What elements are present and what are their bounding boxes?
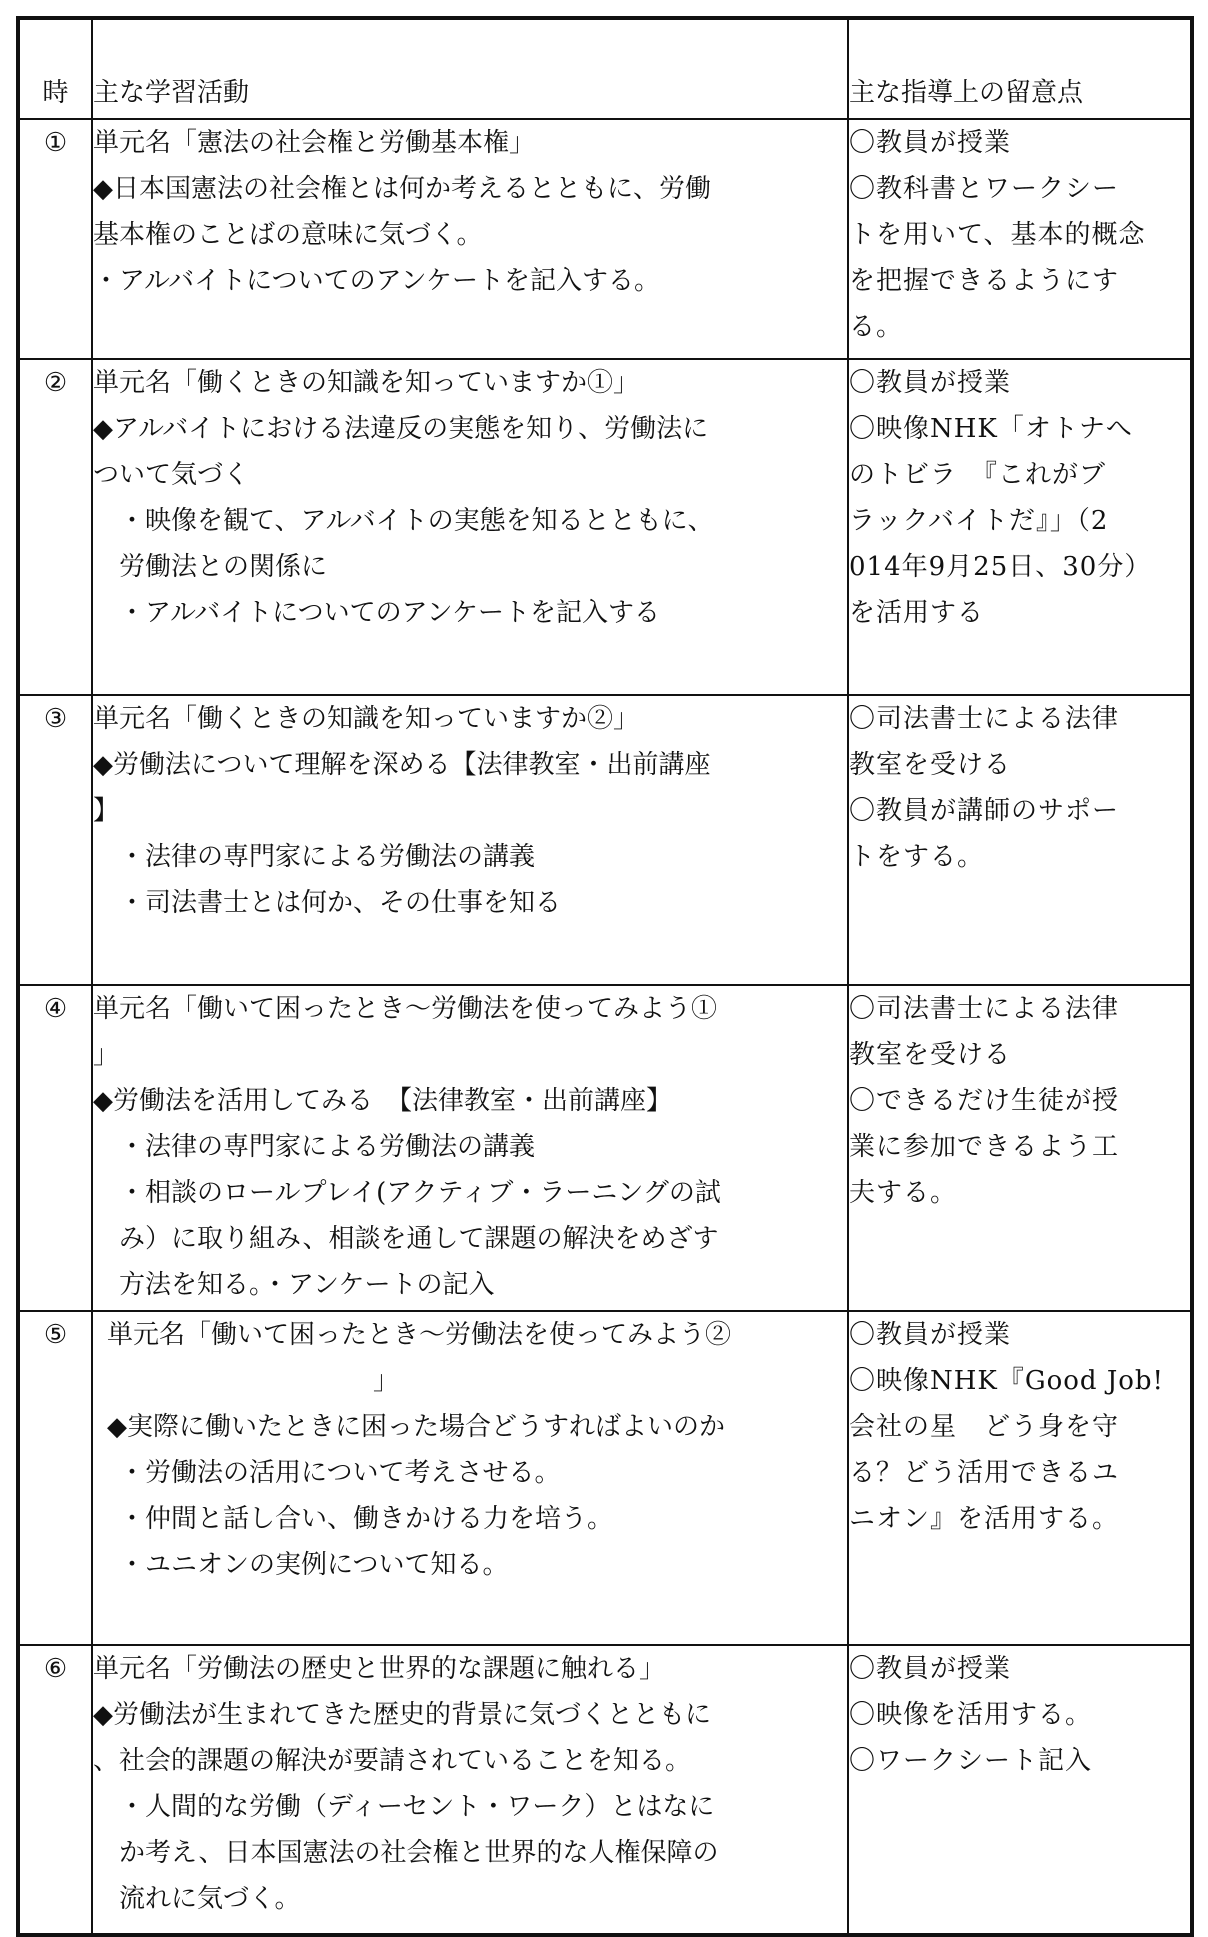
activity-line: ・映像を観て、アルバイトの実態を知るとともに、: [119, 506, 714, 536]
activity-line: ・人間的な労働（ディーセント・ワーク）とはなに: [119, 1792, 715, 1822]
activities-cell: [92, 1311, 848, 1645]
notes-cell: [848, 695, 1192, 985]
activity-line: 基本権のことばの意味に気づく。: [93, 220, 483, 250]
unit-title: 単元名「働くときの知識を知っていますか①」: [93, 368, 640, 398]
lesson-number: ④: [18, 985, 92, 1311]
note-line: 014年9月25日、30分）: [849, 552, 1152, 582]
activity-line: ・ユニオンの実例について知る。: [119, 1550, 509, 1580]
table-row: [18, 1311, 1192, 1645]
activities-cell: [92, 119, 848, 359]
note-line: 〇教員が授業: [849, 128, 1012, 158]
note-line: 〇映像NHK『Good Job!: [849, 1366, 1165, 1396]
activities-cell: [92, 1645, 848, 1935]
note-line: 〇教員が授業: [849, 368, 1012, 398]
activity-line: ◆アルバイトにおける法違反の実態を知り、労働法に: [93, 414, 709, 444]
lesson-number: ③: [18, 695, 92, 985]
activity-line: ◆日本国憲法の社会権とは何か考えるとともに、労働: [93, 174, 711, 204]
lesson-number: ⑤: [18, 1311, 92, 1645]
activity-line: か考え、日本国憲法の社会権と世界的な人権保障の: [119, 1838, 719, 1868]
notes-cell: [848, 119, 1192, 359]
note-line: ラックバイトだ』」（2: [849, 506, 1109, 536]
notes-cell: [848, 985, 1192, 1311]
unit-title: 単元名「働いて困ったとき～労働法を使ってみよう②: [107, 1320, 732, 1350]
activity-line: 方法を知る。・アンケートの記入: [119, 1270, 495, 1300]
activities-cell: [92, 359, 848, 695]
note-line: 教室を受ける: [849, 1040, 1012, 1070]
activity-line: 労働法との関係に: [119, 552, 328, 582]
activity-line: ◆労働法が生まれてきた歴史的背景に気づくとともに: [93, 1700, 711, 1730]
lesson-number: ⑥: [18, 1645, 92, 1935]
activity-line: ・仲間と話し合い、働きかける力を培う。: [119, 1504, 614, 1534]
activity-line: 】: [93, 796, 120, 826]
table-row: [18, 359, 1192, 695]
note-line: トをする。: [849, 842, 985, 872]
unit-title: 単元名「憲法の社会権と労働基本権」: [93, 128, 536, 158]
note-line: 業に参加できるよう工: [849, 1132, 1120, 1162]
note-line: 〇司法書士による法律: [849, 704, 1120, 734]
note-line: 〇ワークシート記入: [849, 1746, 1093, 1776]
note-line: 〇司法書士による法律: [849, 994, 1120, 1024]
table-row: [18, 985, 1192, 1311]
activity-line: ・法律の専門家による労働法の講義: [119, 1132, 536, 1162]
lesson-plan-table: [16, 16, 1194, 1937]
activity-line: ◆労働法について理解を深める【法律教室・出前講座: [93, 750, 711, 780]
activity-line: ・労働法の活用について考えさせる。: [119, 1458, 561, 1488]
activity-line: ・アルバイトについてのアンケートを記入する。: [93, 266, 661, 296]
notes-cell: [848, 1311, 1192, 1645]
lesson-number: ②: [18, 359, 92, 695]
note-line: 〇教員が講師のサポー: [849, 796, 1120, 826]
unit-title: 単元名「働いて困ったとき～労働法を使ってみよう①: [93, 994, 718, 1024]
note-line: 〇教員が授業: [849, 1320, 1012, 1350]
activity-line: 流れに気づく。: [119, 1884, 301, 1914]
unit-title: 単元名「労働法の歴史と世界的な課題に触れる」: [93, 1654, 666, 1684]
note-line: を把握できるようにす: [849, 266, 1120, 296]
note-line: ニオン』を活用する。: [849, 1504, 1120, 1534]
activity-line: み）に取り組み、相談を通して課題の解決をめざす: [119, 1224, 719, 1254]
note-line: 〇映像NHK「オトナへ: [849, 414, 1133, 444]
activity-line: 」: [93, 1040, 120, 1070]
header-notes: 主な指導上の留意点: [848, 18, 1192, 119]
note-line: 〇できるだけ生徒が授: [849, 1086, 1120, 1116]
note-line: トを用いて、基本的概念: [849, 220, 1146, 250]
header-time: 時: [18, 18, 92, 119]
activities-cell: [92, 985, 848, 1311]
notes-cell: [848, 1645, 1192, 1935]
note-line: 〇教員が授業: [849, 1654, 1012, 1684]
note-line: る？どう活用できるユ: [849, 1458, 1120, 1488]
note-line: る。: [849, 312, 904, 342]
activity-line: ・相談のロールプレイ(アクティブ・ラーニングの試: [119, 1178, 721, 1208]
activity-line: ・司法書士とは何か、その仕事を知る: [119, 888, 562, 918]
note-line: 会社の星 どう身を守: [849, 1412, 1120, 1442]
activity-line: 」: [373, 1366, 400, 1396]
table-header-row: [18, 18, 1192, 119]
table-row: [18, 119, 1192, 359]
activity-line: ついて気づく: [93, 460, 250, 490]
note-line: 〇教科書とワークシー: [849, 174, 1120, 204]
activity-line: ・法律の専門家による労働法の講義: [119, 842, 536, 872]
activity-line: ◆実際に働いたときに困った場合どうすればよいのか: [107, 1412, 725, 1442]
header-activities: 主な学習活動: [92, 18, 848, 119]
table-row: [18, 695, 1192, 985]
note-line: を活用する: [849, 598, 985, 628]
note-line: 夫する。: [849, 1178, 958, 1208]
activities-cell: [92, 695, 848, 985]
unit-title: 単元名「働くときの知識を知っていますか②」: [93, 704, 640, 734]
note-line: のトビラ 『これがブ: [849, 460, 1107, 490]
note-line: 〇映像を活用する。: [849, 1700, 1093, 1730]
notes-cell: [848, 359, 1192, 695]
activity-line: ◆労働法を活用してみる 【法律教室・出前講座】: [93, 1086, 672, 1116]
table-row: [18, 1645, 1192, 1935]
activity-line: 、社会的課題の解決が要請されていることを知る。: [93, 1746, 692, 1776]
lesson-number: ①: [18, 119, 92, 359]
note-line: 教室を受ける: [849, 750, 1012, 780]
activity-line: ・アルバイトについてのアンケートを記入する: [119, 598, 661, 628]
